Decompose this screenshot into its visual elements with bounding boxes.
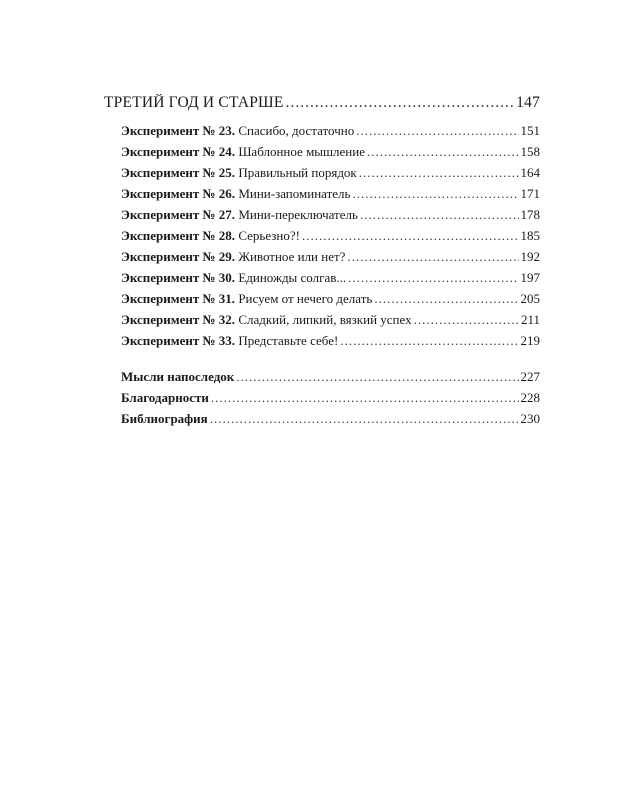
experiment-label: Эксперимент № 29.: [121, 249, 236, 264]
toc-backmatter-entry: [121, 411, 540, 429]
backmatter-title: Мысли напоследок: [121, 369, 235, 384]
experiment-title: Животное или нет?: [238, 249, 346, 264]
page-number: 178: [520, 207, 540, 222]
experiment-label: Эксперимент № 25.: [121, 165, 236, 180]
experiment-title: Серьезно?!: [238, 228, 300, 243]
experiment-label: Эксперимент № 31.: [121, 291, 236, 306]
dot-leader: [286, 94, 515, 112]
toc-entry: [121, 249, 540, 267]
dot-leader: [236, 369, 518, 385]
dot-leader: [356, 123, 518, 139]
dot-leader: [302, 228, 519, 244]
page-number: 230: [520, 411, 540, 426]
experiment-title: Рисуем от нечего делать: [238, 291, 373, 306]
dot-leader: [347, 249, 518, 265]
toc-entry: [121, 123, 540, 141]
section-title: ТРЕТИЙ ГОД И СТАРШЕ: [104, 94, 284, 111]
toc-entry: [121, 270, 540, 288]
dot-leader: [348, 270, 518, 286]
experiment-label: Эксперимент № 30.: [121, 270, 236, 285]
dot-leader: [210, 411, 519, 427]
dot-leader: [211, 390, 519, 406]
toc-entry: [121, 144, 540, 162]
toc-entry: [121, 228, 540, 246]
experiment-title: Сладкий, липкий, вязкий успех: [238, 312, 412, 327]
dot-leader: [340, 333, 518, 349]
dot-leader: [352, 186, 518, 202]
page-number: 185: [520, 228, 540, 243]
experiment-title: Правильный порядок: [238, 165, 357, 180]
backmatter-title: Библиография: [121, 411, 208, 426]
experiment-title: Единожды солгав...: [238, 270, 347, 285]
page-number: 192: [520, 249, 540, 264]
experiment-label: Эксперимент № 32.: [121, 312, 236, 327]
toc-entry: [121, 186, 540, 204]
experiment-title: Мини-запоминатель: [238, 186, 351, 201]
dot-leader: [414, 312, 519, 328]
toc-backmatter-entry: [121, 390, 540, 408]
toc-section-row: [104, 94, 540, 112]
toc-entry: [121, 291, 540, 309]
toc-entry: [121, 207, 540, 225]
experiment-label: Эксперимент № 24.: [121, 144, 236, 159]
toc-entry: [121, 312, 540, 330]
page-number: 228: [520, 390, 540, 405]
page-number: 197: [520, 270, 540, 285]
experiment-label: Эксперимент № 23.: [121, 123, 236, 138]
experiment-title: Шаблонное мышление: [238, 144, 365, 159]
dot-leader: [374, 291, 518, 307]
page-number: 219: [520, 333, 540, 348]
page-number: 164: [520, 165, 540, 180]
experiment-title: Спасибо, достаточно: [238, 123, 355, 138]
experiment-label: Эксперимент № 33.: [121, 333, 236, 348]
backmatter-title: Благодарности: [121, 390, 209, 405]
experiment-title: Мини-переключатель: [238, 207, 358, 222]
page-number: 158: [520, 144, 540, 159]
page-number: 151: [520, 123, 540, 138]
dot-leader: [359, 165, 519, 181]
page-number: 171: [520, 186, 540, 201]
page-number: 227: [520, 369, 540, 384]
section-page-number: 147: [516, 94, 540, 111]
page-number: 205: [520, 291, 540, 306]
dot-leader: [367, 144, 519, 160]
experiment-label: Эксперимент № 26.: [121, 186, 236, 201]
experiment-label: Эксперимент № 27.: [121, 207, 236, 222]
experiment-label: Эксперимент № 28.: [121, 228, 236, 243]
experiment-title: Представьте себе!: [238, 333, 339, 348]
toc-backmatter-entry: [121, 369, 540, 387]
page-number: 211: [520, 312, 540, 327]
toc-entry: [121, 333, 540, 351]
dot-leader: [360, 207, 519, 223]
toc-entry: [121, 165, 540, 183]
